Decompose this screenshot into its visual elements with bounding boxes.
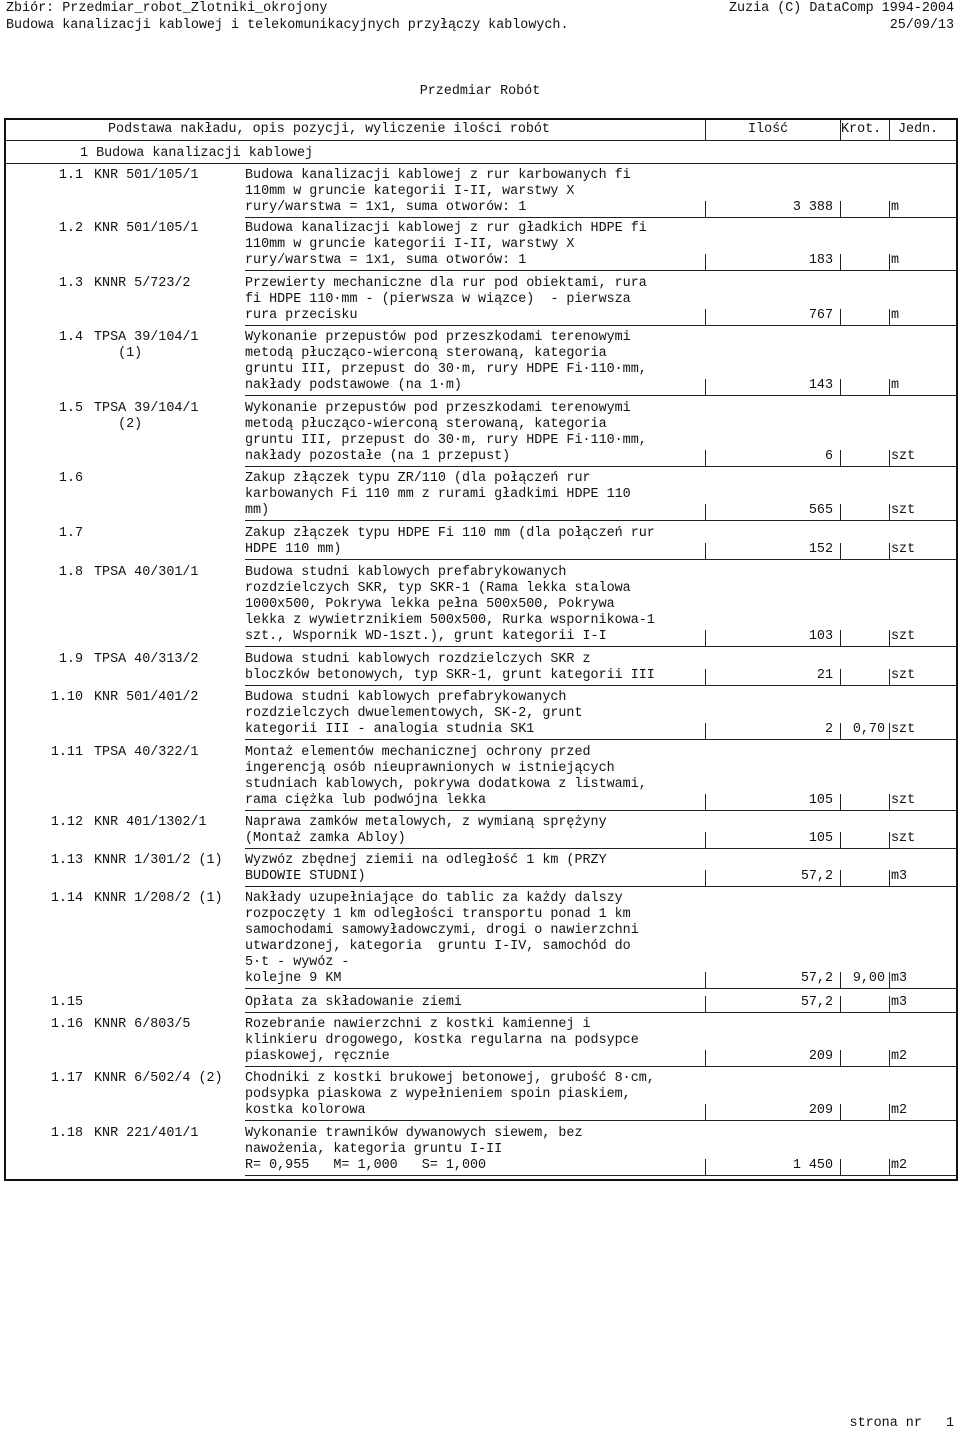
header-line-1 <box>6 0 954 17</box>
col-header-unit: Jedn. <box>898 122 939 137</box>
description-line: gruntu III, przepust do 30·m, rury HDPE Fi·110·mm, <box>245 362 647 377</box>
description-line: piaskowej, ręcznie <box>245 1049 390 1064</box>
row-column-tick <box>889 450 890 466</box>
description-line: klinkieru drogowego, kostka regularna na podsypce <box>245 1033 639 1048</box>
row-column-tick <box>840 379 841 395</box>
row-column-tick <box>705 723 706 739</box>
item-quantity: 565 <box>808 503 833 518</box>
item-quantity: 105 <box>808 793 833 808</box>
row-column-tick <box>705 870 706 886</box>
item-description <box>245 690 705 738</box>
description-line: podsypka piaskowa z wypełnieniem spoin piaskiem, <box>245 1087 631 1102</box>
item-description <box>245 1017 705 1065</box>
row-column-tick <box>705 1050 706 1066</box>
row-underline <box>245 810 956 811</box>
row-underline <box>245 739 956 740</box>
row-column-tick <box>705 794 706 810</box>
row-column-tick <box>705 1104 706 1120</box>
row-column-tick <box>889 379 890 395</box>
row-column-tick <box>840 1050 841 1066</box>
item-code: KNNR 6/502/4 (2) <box>94 1071 223 1086</box>
item-description <box>245 276 705 324</box>
item-number: 1.12 <box>50 815 83 830</box>
item-unit: szt <box>891 542 916 557</box>
row-column-tick <box>889 723 890 739</box>
item-description <box>245 565 705 645</box>
row-column-tick <box>840 972 841 988</box>
item-number: 1.5 <box>58 401 83 416</box>
row-column-tick <box>840 996 841 1012</box>
row-column-tick <box>840 543 841 559</box>
row-underline <box>245 1066 956 1067</box>
item-quantity: 103 <box>808 629 833 644</box>
row-column-tick <box>705 996 706 1012</box>
item-multiplier: 0,70 <box>852 722 885 737</box>
row-column-tick <box>705 1159 706 1175</box>
header-divider <box>4 140 956 141</box>
row-column-tick <box>889 669 890 685</box>
row-column-tick <box>705 254 706 270</box>
row-column-tick <box>840 450 841 466</box>
item-quantity: 1 450 <box>792 1158 833 1173</box>
item-quantity: 209 <box>808 1049 833 1064</box>
row-column-tick <box>840 669 841 685</box>
item-number: 1.15 <box>50 995 83 1010</box>
description-line: HDPE 110 mm) <box>245 542 342 557</box>
description-line: gruntu III, przepust do 30·m, rury HDPE Fi·110·mm, <box>245 433 647 448</box>
item-description <box>245 1071 705 1119</box>
item-unit: m3 <box>891 971 908 986</box>
item-number: 1.2 <box>58 221 83 236</box>
item-description <box>245 891 705 987</box>
description-line: nakłady pozostałe (na 1 przepust) <box>245 449 511 464</box>
col-divider-unit <box>889 120 890 140</box>
item-quantity: 21 <box>816 668 833 683</box>
row-underline <box>245 848 956 849</box>
item-code: TPSA 40/322/1 <box>94 745 199 760</box>
row-column-tick <box>705 543 706 559</box>
description-line: Naprawa zamków metalowych, z wymianą sprężyny <box>245 815 607 830</box>
row-underline <box>245 395 956 396</box>
row-column-tick <box>840 254 841 270</box>
description-line: Wykonanie przepustów pod przeszkodami terenowymi <box>245 401 631 416</box>
item-code: KNNR 5/723/2 <box>94 276 191 291</box>
item-unit: m <box>891 378 900 393</box>
software-credit: Zuzia (C) DataComp 1994-2004 <box>729 1 954 16</box>
description-line: lekka z wywietrznikiem 500x500, Rurka wspornikowa-1 <box>245 613 655 628</box>
item-code: TPSA 39/104/1 (2) <box>94 401 199 432</box>
description-line: Zakup złączek typu HDPE Fi 110 mm (dla połączeń rur <box>245 526 655 541</box>
row-column-tick <box>705 669 706 685</box>
row-underline <box>245 325 956 326</box>
description-line: kategorii III - analogia studnia SK1 <box>245 722 535 737</box>
item-unit: szt <box>891 793 916 808</box>
item-quantity: 143 <box>808 378 833 393</box>
description-line: rozpoczęty 1 km odległości transportu ponad 1 km <box>245 907 631 922</box>
description-line: utwardzonej, kategoria gruntu I-IV, samochód do <box>245 939 631 954</box>
item-description <box>245 471 705 519</box>
row-underline <box>245 270 956 271</box>
item-unit: szt <box>891 668 916 683</box>
header-line-2 <box>6 17 954 34</box>
item-multiplier: 9,00 <box>852 971 885 986</box>
row-underline <box>245 988 956 989</box>
item-number: 1.10 <box>50 690 83 705</box>
description-line: rury/warstwa = 1x1, suma otworów: 1 <box>245 200 527 215</box>
collection-name: Zbiór: Przedmiar_robot_Zlotniki_okrojony <box>6 1 328 16</box>
item-quantity: 183 <box>808 253 833 268</box>
item-number: 1.3 <box>58 276 83 291</box>
item-unit: m2 <box>891 1049 908 1064</box>
description-line: metodą płucząco-wierconą sterowaną, kategoria <box>245 346 607 361</box>
row-column-tick <box>889 996 890 1012</box>
row-column-tick <box>840 723 841 739</box>
row-column-tick <box>889 309 890 325</box>
item-quantity: 57,2 <box>800 995 833 1010</box>
item-unit: m <box>891 253 900 268</box>
section-divider <box>4 163 956 164</box>
item-code: KNR 221/401/1 <box>94 1126 199 1141</box>
description-line: mm) <box>245 503 270 518</box>
description-line: Budowa studni kablowych prefabrykowanych <box>245 565 567 580</box>
row-column-tick <box>889 972 890 988</box>
row-column-tick <box>840 504 841 520</box>
description-line: Przewierty mechaniczne dla rur pod obiektami, rura <box>245 276 647 291</box>
row-column-tick <box>705 832 706 848</box>
item-quantity: 152 <box>808 542 833 557</box>
item-quantity: 105 <box>808 831 833 846</box>
row-column-tick <box>705 450 706 466</box>
item-description <box>245 330 705 394</box>
row-underline <box>245 217 956 218</box>
description-line: rama ciężka lub podwójna lekka <box>245 793 487 808</box>
item-number: 1.14 <box>50 891 83 906</box>
description-line: Budowa kanalizacji kablowej z rur gładkich HDPE fi <box>245 221 647 236</box>
description-line: nakłady podstawowe (na 1·m) <box>245 378 462 393</box>
item-code: KNR 501/105/1 <box>94 221 199 236</box>
description-line: szt., Wspornik WD-1szt.), grunt kategorii I-I <box>245 629 607 644</box>
item-quantity: 209 <box>808 1103 833 1118</box>
document-date: 25/09/13 <box>889 18 954 33</box>
item-quantity: 6 <box>824 449 833 464</box>
row-underline <box>245 1120 956 1121</box>
col-divider-qty <box>705 120 706 140</box>
row-underline <box>245 520 956 521</box>
item-description <box>245 652 705 684</box>
row-underline <box>245 886 956 887</box>
item-description <box>245 815 705 847</box>
item-description <box>245 745 705 809</box>
item-number: 1.4 <box>58 330 83 345</box>
row-column-tick <box>705 379 706 395</box>
description-line: metodą płucząco-wierconą sterowaną, kategoria <box>245 417 607 432</box>
item-number: 1.16 <box>50 1017 83 1032</box>
row-column-tick <box>840 794 841 810</box>
description-line: Nakłady uzupełniające do tablic za każdy dalszy <box>245 891 623 906</box>
description-line: 1000x500, Pokrywa lekka pełna 500x500, Pokrywa <box>245 597 615 612</box>
description-line: ingerencją osób nieuprawnionych w istniejących <box>245 761 615 776</box>
item-unit: szt <box>891 629 916 644</box>
row-column-tick <box>840 1104 841 1120</box>
row-column-tick <box>889 201 890 217</box>
row-column-tick <box>889 1050 890 1066</box>
row-underline <box>245 466 956 467</box>
description-line: Rozebranie nawierzchni z kostki kamiennej i <box>245 1017 591 1032</box>
description-line: Wykonanie trawników dywanowych siewem, bez <box>245 1126 583 1141</box>
description-line: rozdzielczych SKR, typ SKR-1 (Rama lekka stalowa <box>245 581 631 596</box>
description-line: rozdzielczych dwuelementowych, SK-2, grunt <box>245 706 583 721</box>
description-line: Wykonanie przepustów pod przeszkodami terenowymi <box>245 330 631 345</box>
row-column-tick <box>889 1159 890 1175</box>
item-code: TPSA 39/104/1 (1) <box>94 330 199 361</box>
description-line: 5·t - wywóz - <box>245 955 350 970</box>
row-column-tick <box>889 870 890 886</box>
item-quantity: 767 <box>808 308 833 323</box>
description-line: BUDOWIE STUDNI) <box>245 869 366 884</box>
row-column-tick <box>840 870 841 886</box>
item-code: KNNR 1/208/2 (1) <box>94 891 223 906</box>
row-underline <box>245 1175 956 1176</box>
description-line: Budowa studni kablowych rozdzielczych SKR z <box>245 652 591 667</box>
description-line: (Montaż zamka Abloy) <box>245 831 406 846</box>
description-line: Wyzwóz zbędnej ziemii na odległość 1 km (PRZY <box>245 853 607 868</box>
item-code: KNR 501/105/1 <box>94 168 199 183</box>
description-line: Budowa kanalizacji kablowej z rur karbowanych fi <box>245 168 631 183</box>
item-number: 1.6 <box>58 471 83 486</box>
description-line: 110mm w gruncie kategorii I-II, warstwy X <box>245 237 575 252</box>
item-code: KNNR 1/301/2 (1) <box>94 853 223 868</box>
row-underline <box>245 646 956 647</box>
row-column-tick <box>840 309 841 325</box>
item-unit: m3 <box>891 869 908 884</box>
item-unit: m3 <box>891 995 908 1010</box>
row-column-tick <box>840 832 841 848</box>
project-name: Budowa kanalizacji kablowej i telekomunikacyjnych przyłączy kablowych. <box>6 18 569 33</box>
item-description <box>245 401 705 465</box>
row-column-tick <box>889 832 890 848</box>
item-code: TPSA 40/313/2 <box>94 652 199 667</box>
description-line: nawożenia, kategoria gruntu I-II <box>245 1142 503 1157</box>
description-line: Zakup złączek typu ZR/110 (dla połączeń rur <box>245 471 591 486</box>
description-line: Chodniki z kostki brukowej betonowej, grubość 8·cm, <box>245 1071 655 1086</box>
row-underline <box>245 559 956 560</box>
description-line: 110mm w gruncie kategorii I-II, warstwy X <box>245 184 575 199</box>
item-number: 1.9 <box>58 652 83 667</box>
section-heading: 1 Budowa kanalizacji kablowej <box>80 146 314 161</box>
item-quantity: 3 388 <box>792 200 833 215</box>
row-column-tick <box>889 543 890 559</box>
item-description <box>245 168 705 216</box>
description-line: karbowanych Fi 110 mm z rurami gładkimi HDPE 110 <box>245 487 631 502</box>
row-column-tick <box>840 201 841 217</box>
item-unit: szt <box>891 722 916 737</box>
item-quantity: 57,2 <box>800 869 833 884</box>
item-unit: m2 <box>891 1158 908 1173</box>
description-line: fi HDPE 110·mm - (pierwsza w wiązce) - pierwsza <box>245 292 631 307</box>
description-line: kostka kolorowa <box>245 1103 366 1118</box>
item-unit: szt <box>891 831 916 846</box>
row-underline <box>245 685 956 686</box>
row-column-tick <box>705 309 706 325</box>
item-description <box>245 853 705 885</box>
row-column-tick <box>889 504 890 520</box>
row-column-tick <box>705 972 706 988</box>
item-number: 1.7 <box>58 526 83 541</box>
description-line: Opłata za składowanie ziemi <box>245 995 462 1010</box>
col-header-qty: Ilość <box>748 122 789 137</box>
description-line: Budowa studni kablowych prefabrykowanych <box>245 690 567 705</box>
item-unit: m2 <box>891 1103 908 1118</box>
description-line: kolejne 9 KM <box>245 971 342 986</box>
item-number: 1.18 <box>50 1126 83 1141</box>
row-column-tick <box>889 794 890 810</box>
item-number: 1.17 <box>50 1071 83 1086</box>
item-number: 1.1 <box>58 168 83 183</box>
row-column-tick <box>840 1159 841 1175</box>
description-line: rura przecisku <box>245 308 358 323</box>
page-number: strona nr 1 <box>849 1416 954 1431</box>
item-code: KNR 401/1302/1 <box>94 815 207 830</box>
item-code: TPSA 40/301/1 <box>94 565 199 580</box>
item-description <box>245 995 705 1011</box>
row-column-tick <box>840 630 841 646</box>
item-code: KNNR 6/803/5 <box>94 1017 191 1032</box>
page-title: Przedmiar Robót <box>419 84 541 99</box>
item-number: 1.13 <box>50 853 83 868</box>
item-number: 1.11 <box>50 745 83 760</box>
item-number: 1.8 <box>58 565 83 580</box>
description-line: studniach kablowych, pokrywa dodatkowa z listwami, <box>245 777 647 792</box>
row-column-tick <box>705 504 706 520</box>
item-description <box>245 526 705 558</box>
item-description <box>245 221 705 269</box>
row-column-tick <box>889 630 890 646</box>
col-header-krot: Krot. <box>841 122 882 137</box>
item-unit: m <box>891 308 900 323</box>
row-column-tick <box>889 254 890 270</box>
item-unit: m <box>891 200 900 215</box>
item-quantity: 57,2 <box>800 971 833 986</box>
col-header-basis: Podstawa nakładu, opis pozycji, wyliczenie ilości robót <box>108 122 550 137</box>
row-underline <box>245 1012 956 1013</box>
row-column-tick <box>705 630 706 646</box>
item-quantity: 2 <box>824 722 833 737</box>
item-description <box>245 1126 705 1174</box>
description-line: bloczków betonowych, typ SKR-1, grunt kategorii III <box>245 668 655 683</box>
item-code: KNR 501/401/2 <box>94 690 199 705</box>
description-line: Montaż elementów mechanicznej ochrony przed <box>245 745 591 760</box>
item-unit: szt <box>891 449 916 464</box>
description-line: R= 0,955 M= 1,000 S= 1,000 <box>245 1158 487 1173</box>
description-line: samochodami samowyładowczymi, drogi o nawierzchni <box>245 923 639 938</box>
row-column-tick <box>889 1104 890 1120</box>
description-line: rury/warstwa = 1x1, suma otworów: 1 <box>245 253 527 268</box>
item-unit: szt <box>891 503 916 518</box>
row-column-tick <box>705 201 706 217</box>
